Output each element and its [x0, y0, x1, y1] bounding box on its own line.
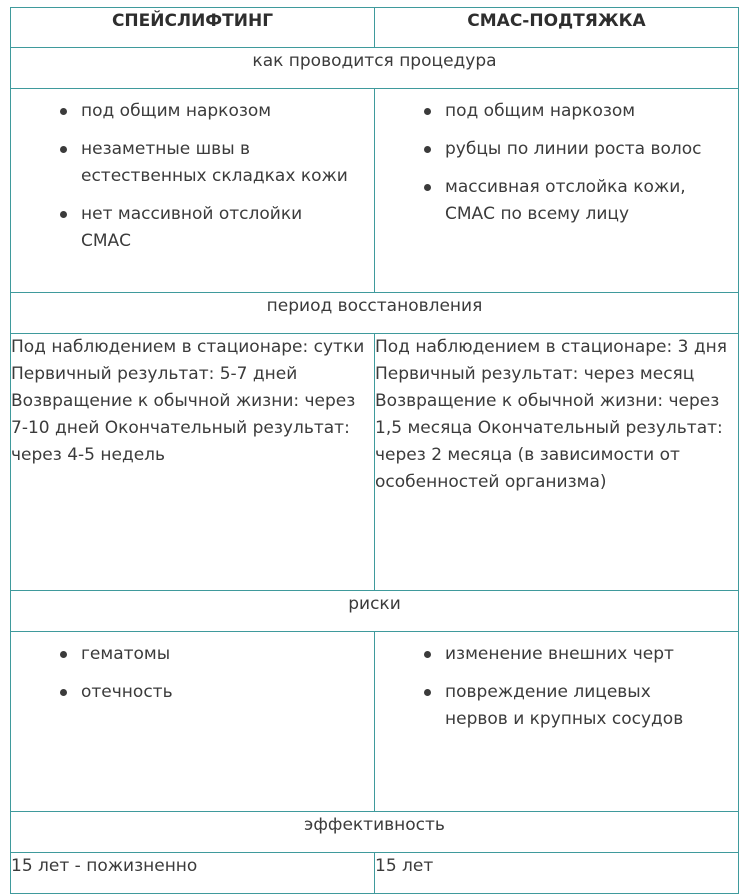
cell-recovery-smas: Под наблюдением в стационаре: 3 дня Первичный результат: через месяц Возвращение к обычной жизни: через 1,5 месяца Окончательный результат: через 2 месяца (в зависимости от особенностей организма): [375, 334, 739, 591]
section-row-risks: [11, 591, 739, 632]
table-row-efficiency: [11, 853, 739, 894]
table-row-procedure: [11, 89, 739, 293]
list-item: под общим наркозом: [445, 98, 718, 125]
section-title-procedure: как проводится процедура: [11, 48, 739, 89]
list-item: массивная отслойка кожи, СМАС по всему лицу: [445, 174, 718, 228]
cell-procedure-spacelifting: [11, 89, 375, 293]
bullet-list: [375, 632, 738, 733]
bullet-list: [11, 89, 374, 255]
cell-efficiency-spacelifting: 15 лет - пожизненно: [11, 853, 375, 894]
list-item: гематомы: [81, 641, 354, 668]
list-item: нет массивной отслойки СМАС: [81, 201, 354, 255]
list-item: отечность: [81, 679, 354, 706]
cell-efficiency-smas: 15 лет: [375, 853, 739, 894]
section-title-recovery: период восстановления: [11, 293, 739, 334]
cell-risks-smas: [375, 632, 739, 812]
cell-risks-spacelifting: [11, 632, 375, 812]
list-item: изменение внешних черт: [445, 641, 718, 668]
table-row-risks: [11, 632, 739, 812]
column-header-spacelifting: СПЕЙСЛИФТИНГ: [11, 8, 375, 48]
cell-recovery-spacelifting: Под наблюдением в стационаре: сутки Первичный результат: 5-7 дней Возвращение к обычной жизни: через 7-10 дней Окончательный результат: через 4-5 недель: [11, 334, 375, 591]
list-item: повреждение лицевых нервов и крупных сосудов: [445, 679, 718, 733]
table-header-row: [11, 8, 739, 48]
list-item: рубцы по линии роста волос: [445, 136, 718, 163]
bullet-list: [375, 89, 738, 228]
comparison-table: [10, 7, 739, 894]
list-item: незаметные швы в естественных складках кожи: [81, 136, 354, 190]
section-title-efficiency: эффективность: [11, 812, 739, 853]
section-title-risks: риски: [11, 591, 739, 632]
cell-procedure-smas: [375, 89, 739, 293]
section-row-procedure: [11, 48, 739, 89]
list-item: под общим наркозом: [81, 98, 354, 125]
table-row-recovery: [11, 334, 739, 591]
section-row-efficiency: [11, 812, 739, 853]
column-header-smas-lift: СМАС-ПОДТЯЖКА: [375, 8, 739, 48]
bullet-list: [11, 632, 374, 706]
section-row-recovery: [11, 293, 739, 334]
